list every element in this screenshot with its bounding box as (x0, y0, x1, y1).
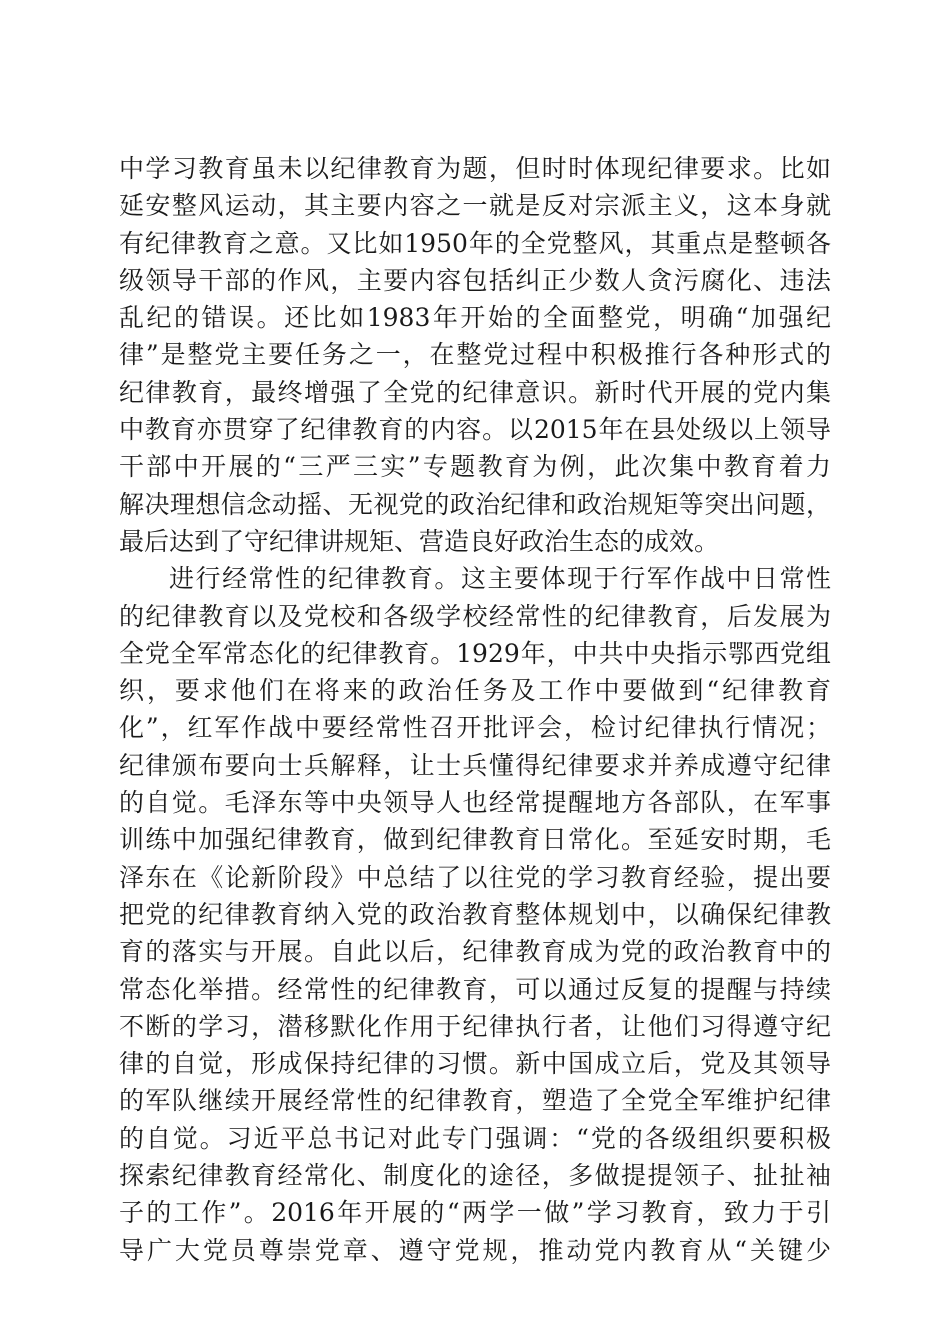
text-line: 的纪律教育以及党校和各级学校经常性的纪律教育，后发展为 (119, 601, 831, 631)
text-line: 训练中加强纪律教育，做到纪律教育日常化。至延安时期，毛 (119, 825, 831, 855)
text-line: 中教育亦贯穿了纪律教育的内容。以2015年在县处级以上领导 (119, 415, 831, 445)
text-line: 纪律颁布要向士兵解释，让士兵懂得纪律要求并养成遵守纪律 (119, 750, 831, 780)
document-body (119, 150, 831, 1269)
text-line: 乱纪的错误。还比如1983年开始的全面整党，明确“加强纪 (119, 303, 831, 333)
text-line: 律”是整党主要任务之一，在整党过程中积极推行各种形式的 (119, 340, 831, 370)
text-line: 中学习教育虽未以纪律教育为题，但时时体现纪律要求。比如 (119, 154, 831, 183)
text-line: 解决理想信念动摇、无视党的政治纪律和政治规矩等突出问题， (119, 489, 831, 519)
text-line: 育的落实与开展。自此以后，纪律教育成为党的政治教育中的 (119, 937, 831, 967)
text-line: 不断的学习，潜移默化作用于纪律执行者，让他们习得遵守纪 (119, 1011, 831, 1041)
text-line: 干部中开展的“三严三实”专题教育为例，此次集中教育着力 (119, 452, 831, 482)
text-line: 的军队继续开展经常性的纪律教育，塑造了全党全军维护纪律 (119, 1086, 831, 1116)
text-line: 把党的纪律教育纳入党的政治教育整体规划中，以确保纪律教 (119, 899, 831, 929)
text-line: 的自觉。毛泽东等中央领导人也经常提醒地方各部队，在军事 (119, 788, 831, 818)
text-line: 有纪律教育之意。又比如1950年的全党整风，其重点是整顿各 (119, 228, 831, 258)
text-line: 级领导干部的作风，主要内容包括纠正少数人贪污腐化、违法 (119, 265, 831, 295)
text-line: 织，要求他们在将来的政治任务及工作中要做到“纪律教育 (119, 676, 831, 706)
paragraph-2 (119, 560, 831, 1269)
text-line: 子的工作”。2016年开展的“两学一做”学习教育，致力于引 (119, 1198, 831, 1228)
text-line: 进行经常性的纪律教育。这主要体现于行军作战中日常性 (169, 564, 831, 594)
text-line: 的自觉。习近平总书记对此专门强调：“党的各级组织要积极 (119, 1123, 831, 1153)
text-line: 纪律教育，最终增强了全党的纪律意识。新时代开展的党内集 (119, 377, 831, 407)
text-line: 化”，红军作战中要经常性召开批评会，检讨纪律执行情况； (119, 713, 831, 743)
text-line: 常态化举措。经常性的纪律教育，可以通过反复的提醒与持续 (119, 974, 831, 1004)
text-line: 延安整风运动，其主要内容之一就是反对宗派主义，这本身就 (119, 191, 831, 221)
text-line: 泽东在《论新阶段》中总结了以往党的学习教育经验，提出要 (119, 862, 831, 892)
paragraph-1 (119, 150, 831, 560)
text-line: 律的自觉，形成保持纪律的习惯。新中国成立后，党及其领导 (119, 1049, 831, 1079)
text-line: 导广大党员尊崇党章、遵守党规，推动党内教育从“关键少 (119, 1235, 831, 1265)
text-line: 最后达到了守纪律讲规矩、营造良好政治生态的成效。 (119, 526, 720, 556)
text-line: 全党全军常态化的纪律教育。1929年，中共中央指示鄂西党组 (119, 638, 831, 668)
text-line: 探索纪律教育经常化、制度化的途径，多做提提领子、扯扯袖 (119, 1161, 831, 1191)
